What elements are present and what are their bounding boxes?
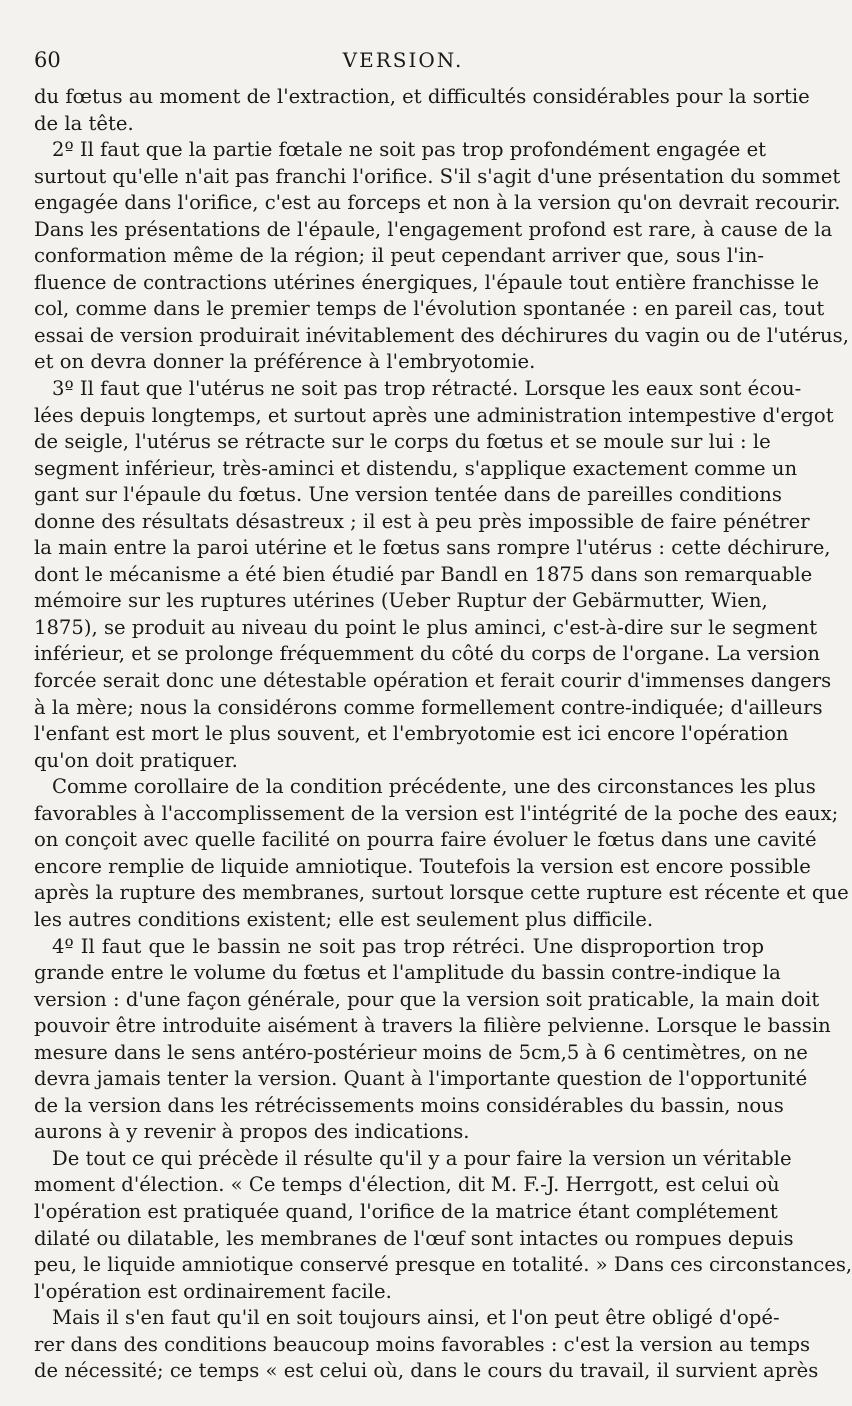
text-line: Dans les présentations de l'épaule, l'engagement profond est rare, à cause de la bbox=[34, 217, 833, 241]
text-line: inférieur, et se prolonge fréquemment du côté du corps de l'organe. La version bbox=[34, 642, 821, 666]
text-line: donne des résultats désastreux ; il est à peu près impossible de faire pénétrer bbox=[34, 509, 810, 533]
page-number: 60 bbox=[34, 48, 61, 72]
text-line: engagée dans l'orifice, c'est au forceps et non à la version qu'on devrait recourir. bbox=[34, 191, 841, 215]
text-line: 1875), se produit au niveau du point le plus aminci, c'est-à-dire sur le segment bbox=[34, 615, 818, 639]
text-line: forcée serait donc une détestable opération et ferait courir d'immenses dangers bbox=[34, 669, 832, 693]
text-line: lées depuis longtemps, et surtout après une administration intempestive d'ergot bbox=[34, 403, 834, 427]
text-line: qu'on doit pratiquer. bbox=[34, 748, 238, 772]
text-line: du fœtus au moment de l'extraction, et difficultés considérables pour la sortie bbox=[34, 85, 810, 108]
text-line: pouvoir être introduite aisément à travers la filière pelvienne. Lorsque le bassin bbox=[34, 1014, 831, 1038]
text-line: grande entre le volume du fœtus et l'amplitude du bassin contre-indique la bbox=[34, 961, 781, 985]
text-line: Comme corollaire de la condition précédente, une des circonstances les plus bbox=[52, 775, 816, 799]
text-line: dont le mécanisme a été bien étudié par Bandl en 1875 dans son remarquable bbox=[34, 562, 813, 586]
body-text bbox=[34, 84, 852, 1385]
text-line: 4º Il faut que le bassin ne soit pas trop rétréci. Une disproportion trop bbox=[52, 934, 764, 958]
text-line: de seigle, l'utérus se rétracte sur le corps du fœtus et se moule sur lui : le bbox=[34, 430, 771, 454]
text-line: segment inférieur, très-aminci et distendu, s'applique exactement comme un bbox=[34, 456, 798, 480]
text-line: la main entre la paroi utérine et le fœtus sans rompre l'utérus : cette déchirure, bbox=[34, 536, 831, 560]
text-line: de nécessité; ce temps « est celui où, dans le cours du travail, il survient après bbox=[34, 1359, 819, 1383]
text-line: fluence de contractions utérines énergiques, l'épaule tout entière franchisse le bbox=[34, 270, 819, 294]
text-line: dilaté ou dilatable, les membranes de l'œuf sont intactes ou rompues depuis bbox=[34, 1226, 794, 1250]
text-line: mémoire sur les ruptures utérines (Ueber Ruptur der Gebärmutter, Wien, bbox=[34, 589, 768, 613]
text-line: conformation même de la région; il peut cependant arriver que, sous l'in- bbox=[34, 244, 764, 268]
text-line: les autres conditions existent; elle est seulement plus difficile. bbox=[34, 907, 654, 931]
text-line: col, comme dans le premier temps de l'évolution spontanée : en pareil cas, tout bbox=[34, 297, 825, 321]
text-line: Mais il s'en faut qu'il en soit toujours ainsi, et l'on peut être obligé d'opé- bbox=[52, 1306, 780, 1330]
text-line: De tout ce qui précède il résulte qu'il y a pour faire la version un véritable bbox=[52, 1146, 792, 1170]
page-header bbox=[26, 48, 780, 78]
text-line: on conçoit avec quelle facilité on pourra faire évoluer le fœtus dans une cavité bbox=[34, 828, 817, 852]
text-line: 2º Il faut que la partie fœtale ne soit pas trop profondément engagée et bbox=[52, 138, 767, 162]
text-line: aurons à y revenir à propos des indications. bbox=[34, 1120, 470, 1144]
text-line: essai de version produirait inévitablement des déchirures du vagin ou de l'utérus, bbox=[34, 323, 849, 347]
text-line: et on devra donner la préférence à l'embryotomie. bbox=[34, 350, 536, 374]
text-line: de la tête. bbox=[34, 111, 134, 135]
text-line: de la version dans les rétrécissements moins considérables du bassin, nous bbox=[34, 1093, 784, 1117]
text-line: après la rupture des membranes, surtout lorsque cette rupture est récente et que bbox=[34, 881, 849, 905]
text-line: version : d'une façon générale, pour que la version soit praticable, la main doit bbox=[34, 987, 820, 1011]
running-title: VERSION. bbox=[342, 48, 464, 72]
text-line: l'enfant est mort le plus souvent, et l'embryotomie est ici encore l'opération bbox=[34, 722, 789, 746]
text-line: rer dans des conditions beaucoup moins favorables : c'est la version au temps bbox=[34, 1332, 811, 1356]
text-line: peu, le liquide amniotique conservé presque en totalité. » Dans ces circonstances, bbox=[34, 1253, 852, 1277]
text-line: l'opération est pratiquée quand, l'orifice de la matrice étant complétement bbox=[34, 1199, 778, 1223]
text-line: l'opération est ordinairement facile. bbox=[34, 1279, 392, 1303]
text-line: 3º Il faut que l'utérus ne soit pas trop rétracté. Lorsque les eaux sont écou- bbox=[52, 377, 802, 401]
text-line: gant sur l'épaule du fœtus. Une version tentée dans de pareilles conditions bbox=[34, 483, 782, 507]
text-line: surtout qu'elle n'ait pas franchi l'orifice. S'il s'agit d'une présentation du sommet bbox=[34, 164, 841, 188]
text-line: favorables à l'accomplissement de la version est l'intégrité de la poche des eaux; bbox=[34, 801, 839, 825]
text-line: encore remplie de liquide amniotique. Toutefois la version est encore possible bbox=[34, 854, 811, 878]
text-line: devra jamais tenter la version. Quant à l'importante question de l'opportunité bbox=[34, 1067, 808, 1091]
text-line: mesure dans le sens antéro-postérieur moins de 5cm,5 à 6 centimètres, on ne bbox=[34, 1040, 808, 1064]
text-line: à la mère; nous la considérons comme formellement contre-indiquée; d'ailleurs bbox=[34, 695, 823, 719]
text-line: moment d'élection. « Ce temps d'élection, dit M. F.-J. Herrgott, est celui où bbox=[34, 1173, 780, 1197]
